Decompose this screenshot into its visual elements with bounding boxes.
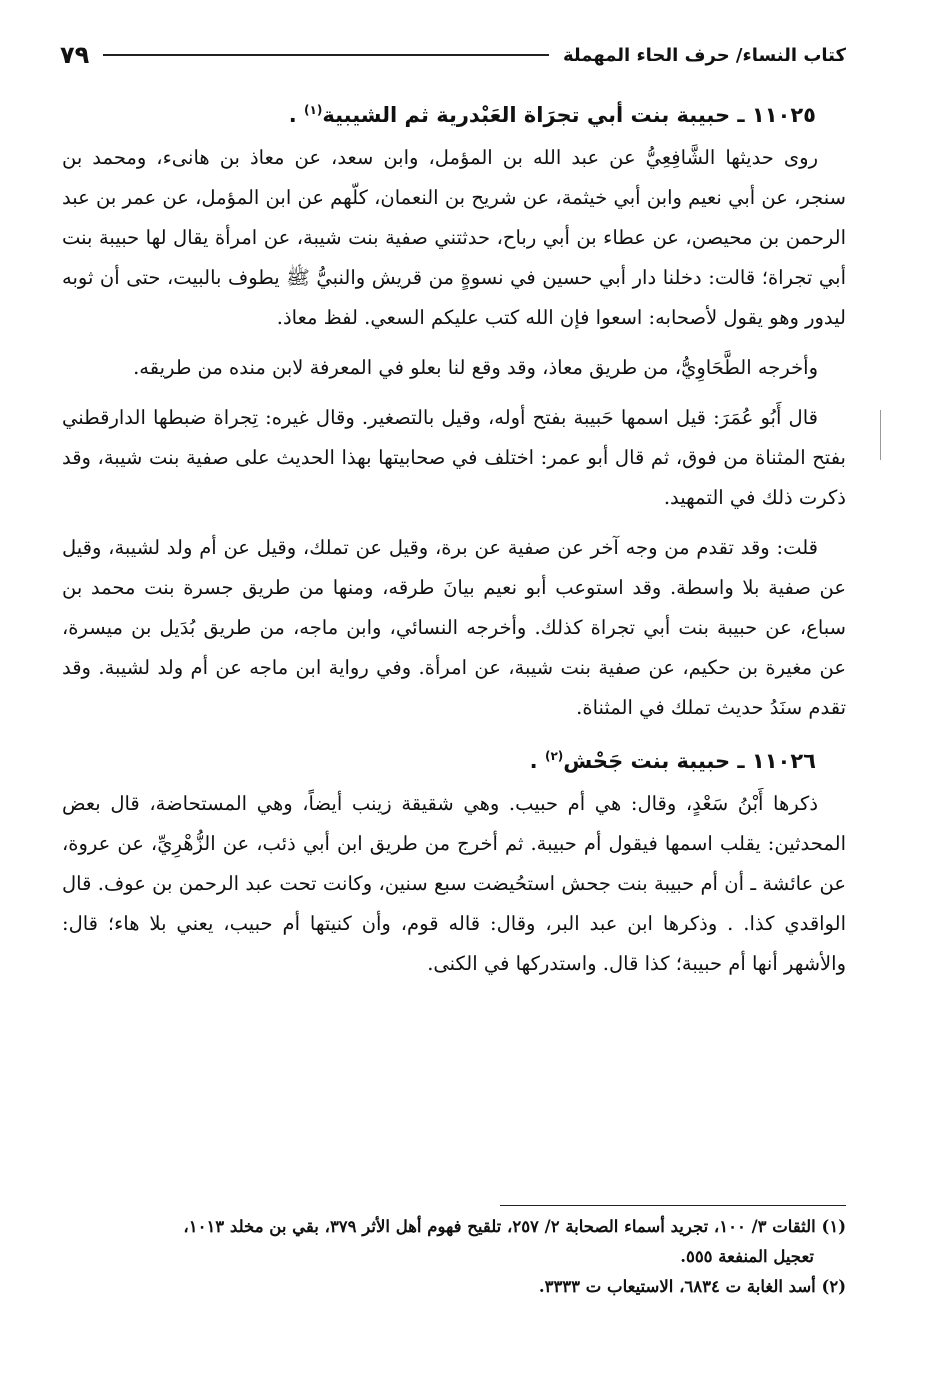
entry-heading-text: ١١٠٢٦ ـ حبيبة بنت جَحْش (563, 749, 816, 773)
page-number: ٧٩ (60, 41, 90, 69)
entry-heading: ١١٠٢٦ ـ حبيبة بنت جَحْش$^{(٢)}$ . (529, 749, 816, 773)
footnote-1-continuation: تعجيل المنفعة ٥٥٥. (680, 1247, 814, 1266)
main-text (62, 92, 846, 994)
scan-edge-mark (880, 410, 881, 460)
paragraph: روى حديثها الشَّافِعِيُّ عن عبد الله بن المؤمل، وابن سعد، عن معاذ بن هانىء، ومحمد بن سنجر، عن أبي نعيم وابن أبي خيثمة، عن شريح بن النعمان، كلّهم عن ابن المؤمل، عن عمر بن عبد الرحمن بن محيصن، عن عطاء بن أبي رباح، حدثتني صفية بنت شيبة، عن امرأة يقال لها حبيبة بنت أبي تجراة؛ قالت: دخلنا دار أبي حسين في نسوةٍ من قريش والنبيُّ ﷺ يطوف بالبيت، حتى أن ثوبه ليدور وهو يقول لأصحابه: اسعوا فإن الله كتب عليكم السعي. لفظ معاذ. (62, 146, 846, 329)
footnote-ref: (١) (304, 103, 323, 117)
entry-heading-text: ١١٠٢٥ ـ حبيبة بنت أبي تجرَاة العَبْدرية ثم الشيبية (322, 103, 816, 127)
footnote-ref: (٢) (544, 749, 564, 763)
header-rule (103, 54, 549, 56)
footnotes (62, 1212, 846, 1302)
entry-heading: ١١٠٢٥ ـ حبيبة بنت أبي تجرَاة العَبْدرية ثم الشيبية$^{(١)}$ . (288, 103, 816, 127)
paragraph: قلت: وقد تقدم من وجه آخر عن صفية عن برة، وقيل عن تملك، وقيل عن أم ولد لشيبة، وقيل عن صفية بلا واسطة. وقد استوعب أبو نعيم بيانَ طرقه، ومنها من طريق جسرة بنت محمد بن سباع، عن حبيبة بنت أبي تجراة كذلك. وأخرجه النسائي، وابن ماجه، من طريق بُدَيل بن ميسرة، عن مغيرة بن حكيم، عن صفية بنت شيبة، عن امرأة. وفي رواية ابن ماجه عن أم ولد لشيبة. وقد تقدم سنَدُ حديث تملك في المثناة. (62, 536, 846, 719)
footnote-1: (١) الثقات ٣/ ١٠٠، تجريد أسماء الصحابة ٢/ ٢٥٧، تلقيح فهوم أهل الأثر ٣٧٩، بقي بن مخلد ١٠١٣، (183, 1217, 846, 1236)
entry-habiba-bint-jahsh (62, 738, 846, 984)
paragraph: ذكرها أَبْنُ سَعْدٍ، وقال: هي أم حبيب. وهي شقيقة زينب أيضاً، وهي المستحاضة، قال بعض المحدثين: يقلب اسمها فيقول أم حبيبة. ثم أخرج من طريق ابن أبي ذئب، عن الزُّهْرِيِّ، عن عروة، عن عائشة ـ أن أم حبيبة بنت جحش استحُيضت سبع سنين، وكانت تحت عبد الرحمن بن عوف. قال الواقدي كذا. . وذكرها ابن عبد البر، وقال: قاله قوم، وأن كنيتها أم حبيب، يعني بلا هاء؛ قال: والأشهر أنها أم حبيبة؛ كذا قال. واستدركها في الكنى. (62, 792, 846, 975)
paragraph: وأخرجه الطَّحَاوِيُّ، من طريق معاذ، وقد وقع لنا بعلو في المعرفة لابن منده من طريقه. (133, 356, 818, 379)
running-head: كتاب النساء/ حرف الحاء المهملة (562, 44, 846, 66)
paragraph: قال أَبُو عُمَرَ: قيل اسمها حَبيبة بفتح أوله، وقيل بالتصغير. وقال غيره: تِجراة ضبطها الدارقطني بفتح المثناة من فوق، ثم قال أبو عمر: اختلف في صحابيتها بهذا الحديث على صفية بنت شيبة، وقد ذكرت ذلك في التمهيد. (62, 406, 846, 509)
entry-habiba-bint-abi-tajrah (62, 92, 846, 728)
footnote-2: (٢) أسد الغابة ت ٦٨٣٤، الاستيعاب ت ٣٣٣٣. (538, 1277, 846, 1296)
page-header (60, 30, 846, 80)
footnote-rule (500, 1205, 846, 1206)
